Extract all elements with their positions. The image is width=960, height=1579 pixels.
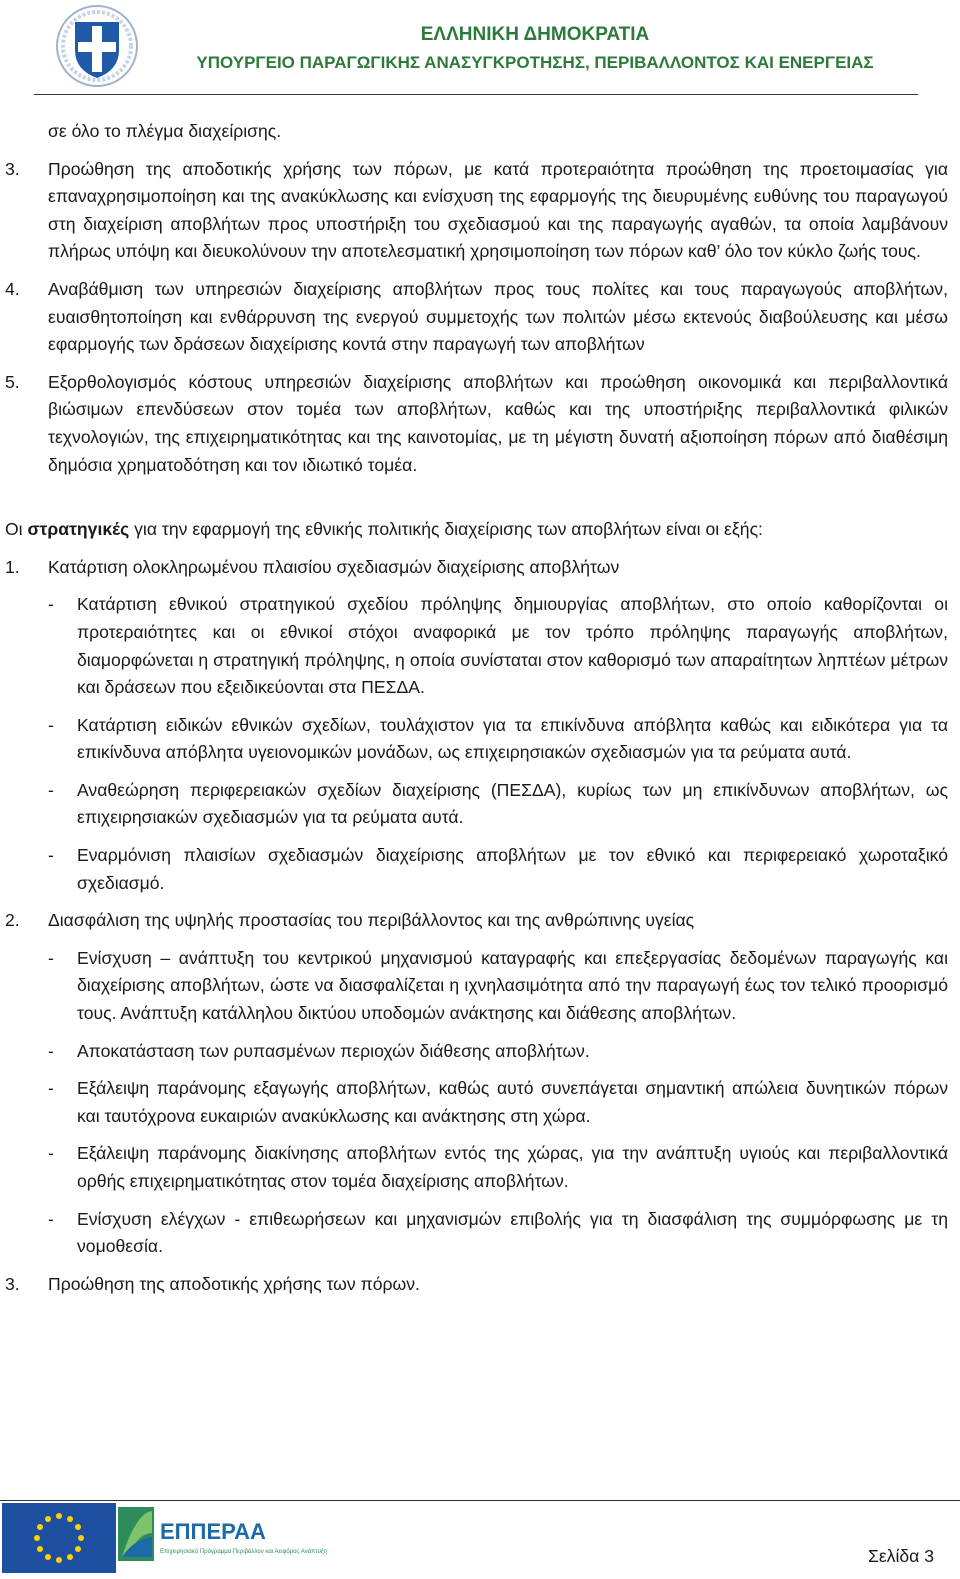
strategy-number: 2. — [5, 910, 20, 931]
goal-number: 4. — [5, 278, 20, 299]
strategy-number: 3. — [5, 1273, 20, 1294]
header-divider — [34, 94, 918, 95]
greek-emblem-icon — [55, 4, 139, 88]
list-item-text: Αποκατάσταση των ρυπασμένων περιοχών διάθεσης αποβλήτων. — [77, 1040, 590, 1061]
goal-item-3 — [0, 156, 960, 266]
strategy-heading-2 — [0, 907, 960, 935]
strategy-title: Προώθηση της αποδοτικής χρήσης των πόρων. — [48, 1273, 420, 1294]
footer-divider — [0, 1500, 960, 1501]
document-body — [0, 118, 960, 1298]
eu-flag-icon — [2, 1503, 116, 1573]
goal-item-4 — [0, 276, 960, 359]
strategies-intro-pre: Οι — [5, 519, 28, 540]
dash-bullet: - — [48, 714, 54, 735]
strategy-title: Κατάρτιση ολοκληρωμένου πλαισίου σχεδιασμών διαχείρισης αποβλήτων — [48, 556, 620, 577]
dash-bullet: - — [48, 1143, 54, 1164]
list-item — [0, 591, 960, 701]
strategies-intro-post: για την εφαρμογή της εθνικής πολιτικής διαχείρισης των αποβλήτων είναι οι εξής: — [129, 519, 763, 540]
list-item-text: Αναθεώρηση περιφερειακών σχεδίων διαχείρισης (ΠΕΣΔΑ), κυρίως των μη επικίνδυνων αποβλήτων, ως επιχειρησιακών σχεδιασμών για τα ρεύματα αυτά. — [77, 779, 948, 828]
goal-text: Αναβάθμιση των υπηρεσιών διαχείρισης αποβλήτων προς τους πολίτες και τους παραγωγούς αποβλήτων, ευαισθητοποίηση και ενθάρρυνση της ενεργού συμμετοχής των πολιτών μέσω εκτενούς διαβούλευσης και μέσω εφαρμογής των δράσεων διαχείρισης κοντά στην παραγωγή των αποβλήτων — [48, 278, 948, 355]
list-item — [0, 945, 960, 1028]
epperaa-logo — [118, 1503, 327, 1565]
list-item-text: Εναρμόνιση πλαισίων σχεδιασμών διαχείρισης αποβλήτων με τον εθνικό και περιφερειακό χωροταξικό σχεδιασμό. — [77, 845, 948, 893]
goal-text: Εξορθολογισμός κόστους υπηρεσιών διαχείρισης αποβλήτων και προώθηση οικονομικά και περιβαλλοντικά βιώσιμων επενδύσεων στον τομέα των αποβλήτων, καθώς και της υποστήριξης περιβαλλοντικά φιλικών τεχνολογιών, της επιχειρηματικότητας και της καινοτομίας, με τη μέγιστη δυνατή αξιοποίηση πόρων από διαθέσιμη δημόσια χρηματοδότηση και τον ιδιωτικό τομέα. — [48, 371, 948, 475]
dash-bullet: - — [48, 1040, 54, 1061]
strategy-number: 1. — [5, 556, 20, 577]
list-item — [0, 1140, 960, 1195]
strategies-intro — [0, 516, 960, 544]
strategy-heading-1 — [0, 554, 960, 582]
list-item-text: Εξάλειψη παράνομης διακίνησης αποβλήτων εντός της χώρας, για την ανάπτυξη υγιούς και περιβαλλοντικά ορθής επιχειρηματικότητας στον τομέα διαχείρισης αποβλήτων. — [77, 1143, 948, 1191]
list-item — [0, 712, 960, 767]
goal-text: Προώθηση της αποδοτικής χρήσης των πόρων, με κατά προτεραιότητα προώθηση της προετοιμασίας για επαναχρησιμοποίηση και της ανακύκλωσης και ενίσχυση της εφαρμογής της διευρυμένης ευθύνης του παραγωγού στη διαχείριση αποβλήτων προς υποστήριξη του σχεδιασμού και της παραγωγής αγαθών, τα οποία λαμβάνουν πλήρως υπόψη και διευκολύνουν την αποτελεσματική χρησιμοποίηση των πόρων καθ’ όλο τον κύκλο ζωής τους. — [48, 158, 948, 262]
epperaa-logo-subtext: Επιχειρησιακό Πρόγραμμα Περιβάλλον και Αειφόρος Ανάπτυξη — [160, 1549, 327, 1555]
continued-paragraph: σε όλο το πλέγμα διαχείρισης. — [48, 121, 282, 141]
dash-bullet: - — [48, 594, 54, 615]
page-number: Σελίδα 3 — [867, 1546, 934, 1566]
header-title-line1: ΕΛΛΗΝΙΚΗ ΔΗΜΟΚΡΑΤΙΑ — [420, 24, 650, 45]
strategies-intro-bold: στρατηγικές — [27, 519, 130, 540]
list-item-text: Κατάρτιση ειδικών εθνικών σχεδίων, τουλάχιστον για τα επικίνδυνα απόβλητα καθώς και ειδικότερα για τα επικίνδυνα απόβλητα υγειονομικών μονάδων, ως επιχειρησιακών σχεδιασμών για τα ρεύματα αυτά. — [77, 714, 948, 763]
dash-bullet: - — [48, 1208, 54, 1229]
list-item — [0, 1038, 960, 1066]
page-header — [0, 0, 960, 100]
list-item — [0, 1206, 960, 1261]
dash-bullet: - — [48, 1078, 54, 1099]
dash-bullet: - — [48, 947, 54, 968]
epperaa-logo-text: ΕΠΠΕΡΑΑ — [160, 1519, 266, 1544]
list-item — [0, 1075, 960, 1130]
dash-bullet: - — [48, 779, 54, 800]
list-item-text: Ενίσχυση – ανάπτυξη του κεντρικού μηχανισμού καταγραφής και επεξεργασίας δεδομένων παραγωγής και διαχείρισης αποβλήτων, ώστε να διασφαλίζεται η ιχνηλασιμότητα από την παραγωγή έως τον τελικό προορισμό τους. Ανάπτυξη κατάλληλου δικτύου υποδομών ανάκτησης και διάθεσης αποβλήτων. — [77, 947, 948, 1024]
header-title-line2: ΥΠΟΥΡΓΕΙΟ ΠΑΡΑΓΩΓΙΚΗΣ ΑΝΑΣΥΓΚΡΟΤΗΣΗΣ, ΠΕΡΙΒΑΛΛΟΝΤΟΣ ΚΑΙ ΕΝΕΡΓΕΙΑΣ — [196, 53, 874, 72]
dash-bullet: - — [48, 845, 54, 866]
list-item-text: Κατάρτιση εθνικού στρατηγικού σχεδίου πρόληψης δημιουργίας αποβλήτων, στο οποίο καθορίζονται οι προτεραιότητες και οι εθνικοί στόχοι αναφορικά με τον τρόπο πρόληψης παραγωγής αποβλήτων, διαμορφώνεται η στρατηγική πρόληψης, η οποία συνίσταται στον καθορισμό των απαραίτητων ληπτέων μέτρων και δράσεων που εξειδικεύονται στα ΠΕΣΔΑ. — [77, 594, 948, 698]
list-item-text: Εξάλειψη παράνομης εξαγωγής αποβλήτων, καθώς αυτό συνεπάγεται σημαντική απώλεια δυνητικών πόρων και ταυτόχρονα ευκαιριών ανακύκλωσης και ανάκτησης στη χώρα. — [77, 1078, 948, 1126]
list-item-text: Ενίσχυση ελέγχων - επιθεωρήσεων και μηχανισμών επιβολής για τη διασφάλιση της συμμόρφωσης με τη νομοθεσία. — [77, 1208, 948, 1257]
goal-number: 5. — [5, 371, 20, 392]
goal-item-5 — [0, 369, 960, 479]
strategy-title: Διασφάλιση της υψηλής προστασίας του περιβάλλοντος και της ανθρώπινης υγείας — [48, 910, 695, 931]
goal-number: 3. — [5, 158, 20, 179]
strategy-heading-3 — [0, 1271, 960, 1299]
list-item — [0, 777, 960, 832]
list-item — [0, 842, 960, 897]
